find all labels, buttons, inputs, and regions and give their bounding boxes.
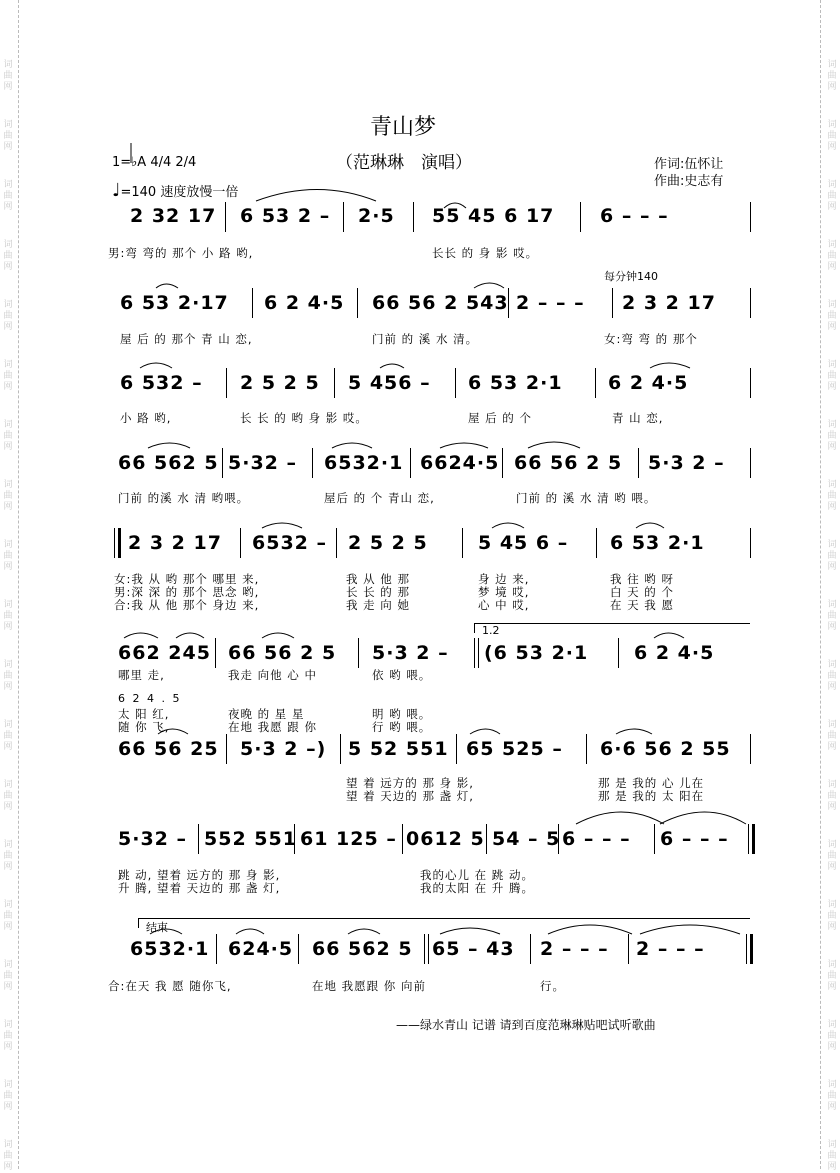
lyric-line: 合:在天 我 愿 随你飞, [108, 979, 232, 993]
measure-16: 66 562 5 [118, 452, 219, 474]
slur [262, 523, 302, 528]
measure-44: 6532·1 [130, 938, 210, 960]
measure-42: 6 – – – [562, 828, 631, 850]
measure-14: 6 53 2·1 [468, 372, 563, 394]
slur [576, 812, 664, 824]
volta-number: 1.2 [482, 624, 500, 637]
watermark-text: 词曲网 [3, 900, 13, 932]
slur [150, 929, 182, 934]
slur [440, 443, 488, 448]
lyric-line: 长 长 的 那 [346, 585, 410, 599]
measure-18: 6532·1 [324, 452, 404, 474]
lyric-line: 长 长 的 哟 身 影 哎。 [240, 411, 368, 425]
watermark-text: 词曲网 [827, 60, 837, 92]
watermark-text: 词曲网 [3, 360, 13, 392]
lyric-line: 夜晚 的 星 星 [228, 707, 305, 721]
lyric-line: 小 路 哟, [120, 411, 172, 425]
lyric-line: 我 往 哟 呀 [610, 572, 674, 586]
slur [470, 729, 500, 734]
measure-7: 6 2 4·5 [264, 292, 345, 314]
watermark-text: 词曲网 [3, 240, 13, 272]
watermark-text: 词曲网 [827, 540, 837, 572]
slur [380, 364, 404, 368]
measure-1: 2 32 17 [130, 205, 217, 227]
measure-2: 6 53 2 – [240, 205, 331, 227]
measure-26: 6 53 2·1 [610, 532, 705, 554]
watermark-text: 词曲网 [827, 180, 837, 212]
watermark-text: 词曲网 [3, 660, 13, 692]
measure-25: 5 45 6 – [478, 532, 569, 554]
slur [140, 363, 172, 368]
lyric-line: 门前 的 溪 水 清。 [372, 332, 479, 346]
measure-20: 66 56 2 5 [514, 452, 623, 474]
watermark-text: 词曲网 [827, 1140, 837, 1172]
watermark-text: 词曲网 [3, 300, 13, 332]
watermark-text: 词曲网 [827, 1020, 837, 1052]
composer: 作曲:史志有 [654, 174, 724, 189]
measure-29: 5·3 2 – [372, 642, 449, 664]
slur [332, 443, 372, 448]
lyric-line: 女:我 从 哟 那个 哪里 来, [114, 572, 260, 586]
lyric-line: 白 天 的 个 [610, 585, 674, 599]
lyric-line: 我的太阳 在 升 腾。 [420, 881, 534, 895]
slur [616, 729, 652, 734]
watermark-text: 词曲网 [827, 480, 837, 512]
lyric-line: 我 从 他 那 [346, 572, 410, 586]
song-title: 青山梦 [370, 115, 437, 140]
lyric-line: 男:弯 弯的 那个 小 路 哟, [108, 246, 254, 260]
watermark-text: 词曲网 [3, 1140, 13, 1172]
measure-45: 624·5 [228, 938, 294, 960]
slur [148, 443, 190, 448]
measure-47: 65 – 43 [432, 938, 515, 960]
watermark-text: 词曲网 [3, 780, 13, 812]
ending-label: 结束 [146, 921, 168, 934]
slur [492, 523, 524, 528]
watermark-text: 词曲网 [3, 720, 13, 752]
lyric-line: 明 哟 喂。 [372, 707, 432, 721]
measure-37: 5·32 – [118, 828, 187, 850]
singer-line: （范琳琳 演唱） [336, 153, 472, 173]
slur [548, 925, 632, 934]
measure-10: 2 3 2 17 [622, 292, 716, 314]
lyric-line: 我的心儿 在 跳 动。 [420, 868, 534, 882]
measure-27: 662 245 [118, 642, 211, 664]
measure-28: 66 56 2 5 [228, 642, 337, 664]
watermark-text: 词曲网 [3, 180, 13, 212]
watermark-text: 词曲网 [827, 360, 837, 392]
slur [348, 929, 380, 934]
lyricist: 作词:伍怀让 [654, 157, 724, 172]
measure-19: 6624·5 [420, 452, 500, 474]
lyric-line: 长长 的 身 影 哎。 [432, 246, 539, 260]
measure-39: 61 125 – [300, 828, 397, 850]
watermark-text: 词曲网 [827, 240, 837, 272]
lyric-line: 太 阳 红, [118, 707, 170, 721]
measure-32: 66 56 25 [118, 738, 219, 760]
slur [440, 928, 500, 934]
small-notes-above: 6 2 4 . 5 [118, 692, 182, 705]
lyric-line: 哪里 走, [118, 668, 165, 682]
watermark-text: 词曲网 [827, 840, 837, 872]
lyric-line: 合:我 从 他 那个 身边 来, [114, 598, 260, 612]
watermark-text: 词曲网 [827, 420, 837, 452]
watermark-text: 词曲网 [827, 300, 837, 332]
measure-35: 65 525 – [466, 738, 563, 760]
measure-11: 6 532 – [120, 372, 203, 394]
slur [124, 633, 158, 638]
watermark-text: 词曲网 [3, 480, 13, 512]
lyric-line: 女:弯 弯 的 那个 [604, 332, 698, 346]
measure-43: 6 – – – [660, 828, 729, 850]
tempo-line: ♩=140 速度放慢一倍 [112, 180, 239, 201]
measure-31: 6 2 4·5 [634, 642, 715, 664]
watermark-text: 词曲网 [3, 840, 13, 872]
watermark-text: 词曲网 [3, 1080, 13, 1112]
measure-36: 6·6 56 2 55 [600, 738, 731, 760]
lyric-line: 望 着 远方的 那 身 影, [346, 776, 474, 790]
measure-23: 6532 – [252, 532, 327, 554]
measure-24: 2 5 2 5 [348, 532, 428, 554]
measure-48: 2 – – – [540, 938, 609, 960]
slur [256, 190, 376, 202]
credit-line: ——绿水青山 记谱 请到百度范琳琳贴吧试听歌曲 [396, 1018, 656, 1032]
measure-38: 552 551 [204, 828, 297, 850]
watermark-text: 词曲网 [3, 540, 13, 572]
lyric-line: 在 天 我 愿 [610, 598, 674, 612]
watermark-text: 词曲网 [3, 600, 13, 632]
quarter-note-icon: ♩ [112, 180, 121, 201]
measure-33: 5·3 2 –) [240, 738, 327, 760]
lyric-line: 在地 我愿 跟 你 [228, 720, 317, 734]
watermark-text: 词曲网 [3, 960, 13, 992]
measure-22: 2 3 2 17 [128, 532, 222, 554]
measure-30: (6 53 2·1 [484, 642, 589, 664]
lyric-line: 那 是 我的 心 儿在 [598, 776, 705, 790]
lyric-line: 望 着 天边的 那 盏 灯, [346, 789, 474, 803]
watermark-text: 词曲网 [827, 720, 837, 752]
watermark-text: 词曲网 [827, 780, 837, 812]
slur [236, 929, 264, 934]
slur [262, 633, 294, 638]
measure-15: 6 2 4·5 [608, 372, 689, 394]
measure-8: 66 56 2 543 [372, 292, 509, 314]
slur [528, 442, 580, 448]
lyric-line: 行 哟 喂。 [372, 720, 432, 734]
measure-5: 6 – – – [600, 205, 669, 227]
watermark-text: 词曲网 [3, 1020, 13, 1052]
measure-13: 5 456 – [348, 372, 431, 394]
lyric-line: 男:深 深 的 那个 思念 哟, [114, 585, 260, 599]
measure-21: 5·3 2 – [648, 452, 725, 474]
lyric-line: 随 你 飞, [118, 720, 170, 734]
watermark-text: 词曲网 [827, 900, 837, 932]
lyric-line: 行。 [540, 979, 565, 993]
lyric-line: 在地 我愿跟 你 向前 [312, 979, 426, 993]
measure-41: 54 – 5 [492, 828, 561, 850]
measure-34: 5 52 551 [348, 738, 449, 760]
lyric-line: 依 哟 喂。 [372, 668, 432, 682]
slur [640, 925, 740, 934]
watermark-text: 词曲网 [827, 660, 837, 692]
slur [650, 363, 690, 368]
measure-17: 5·32 – [228, 452, 297, 474]
watermark-text: 词曲网 [3, 120, 13, 152]
watermark-text: 词曲网 [827, 1080, 837, 1112]
watermark-text: 词曲网 [827, 120, 837, 152]
slur [158, 729, 188, 734]
slur [636, 523, 664, 528]
lyric-line: 那 是 我的 太 阳在 [598, 789, 705, 803]
measure-46: 66 562 5 [312, 938, 413, 960]
lyric-line: 身 边 来, [478, 572, 530, 586]
slur [660, 812, 746, 824]
measure-9: 2 – – – [516, 292, 585, 314]
measure-3: 2·5 [358, 205, 395, 227]
measure-49: 2 – – – [636, 938, 705, 960]
measure-4: 55 45 6 17 [432, 205, 555, 227]
lyric-line: 门前 的 溪 水 清 哟 喂。 [516, 491, 657, 505]
measure-40: 0612 5 [406, 828, 485, 850]
watermark-text: 词曲网 [827, 960, 837, 992]
lyric-line: 心 中 哎, [478, 598, 530, 612]
lyric-line: 升 腾, 望着 天边的 那 盏 灯, [118, 881, 281, 895]
slur [474, 283, 504, 288]
lyric-line: 青 山 恋, [612, 411, 664, 425]
tempo-annotation: 每分钟140 [604, 270, 658, 283]
slur [444, 203, 466, 208]
slur [176, 633, 204, 638]
lyric-line: 屋 后 的 个 [468, 411, 532, 425]
watermark-text: 词曲网 [827, 600, 837, 632]
measure-6: 6 53 2·17 [120, 292, 229, 314]
lyric-line: 梦 境 哎, [478, 585, 530, 599]
lyric-line: 屋后 的 个 青山 恋, [324, 491, 435, 505]
slur [156, 284, 178, 288]
lyric-line: 我走 向他 心 中 [228, 668, 317, 682]
lyric-line: 我 走 向 她 [346, 598, 410, 612]
key-time-signature: 1=♭A 4/4 2/4 [112, 155, 197, 170]
lyric-line: 跳 动, 望着 远方的 那 身 影, [118, 868, 281, 882]
measure-12: 2 5 2 5 [240, 372, 320, 394]
slur [654, 633, 684, 638]
lyric-line: 门前 的溪 水 清 哟喂。 [118, 491, 250, 505]
watermark-text: 词曲网 [3, 60, 13, 92]
lyric-line: 屋 后 的 那个 青 山 恋, [120, 332, 253, 346]
watermark-text: 词曲网 [3, 420, 13, 452]
